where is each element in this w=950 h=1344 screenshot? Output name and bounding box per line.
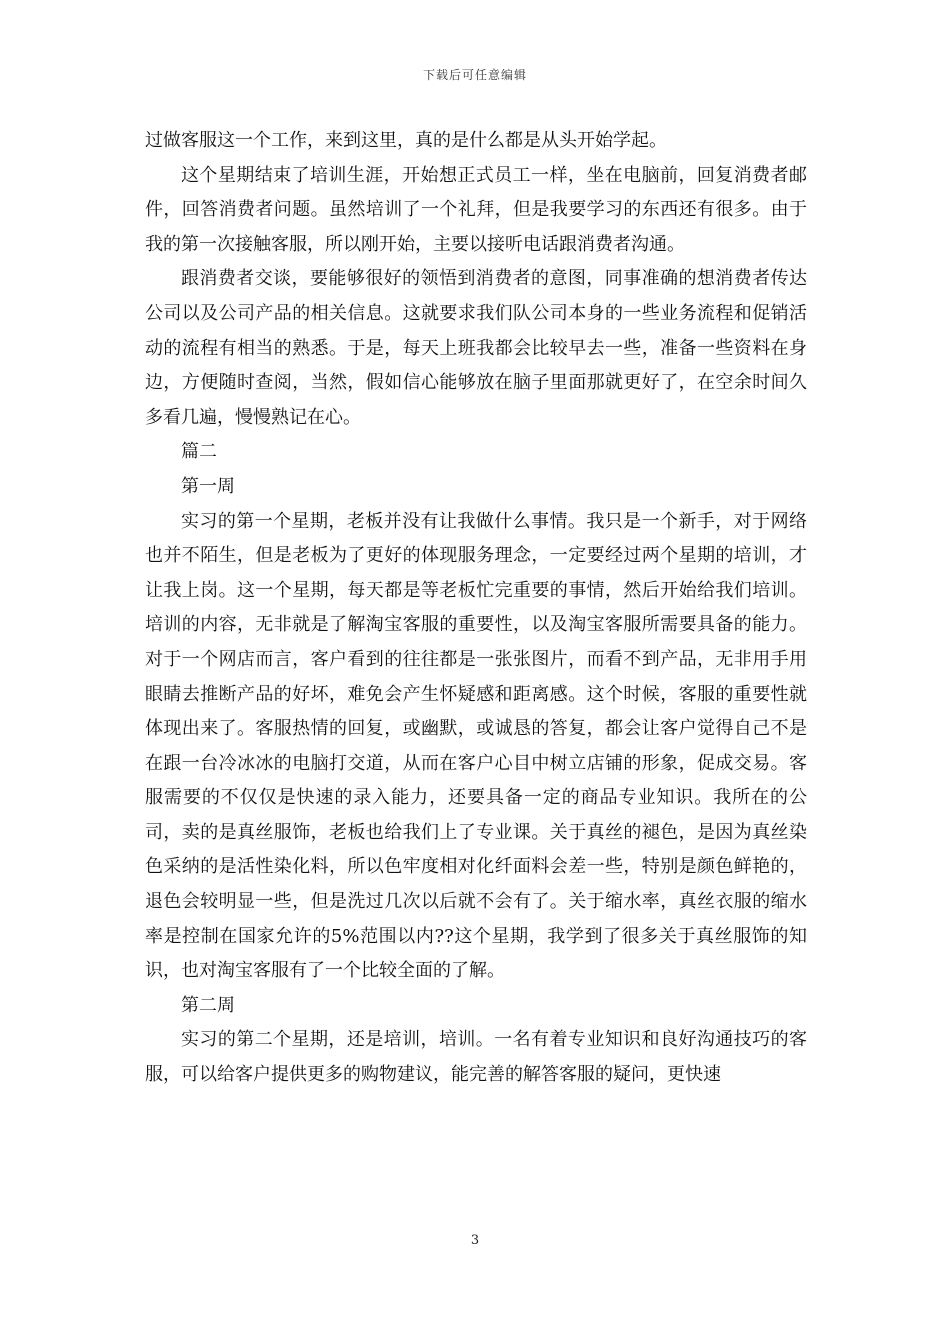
week-heading: 第一周 — [181, 475, 235, 497]
document-body — [145, 124, 807, 1093]
paragraph: 这个星期结束了培训生涯，开始想正式员工一样，坐在电脑前，回复消费者邮件，回答消费者问题。虽然培训了一个礼拜，但是我要学习的东西还有很多。由于我的第一次接触客服，所以刚开始，主要以接听电话跟消费者沟通。 — [145, 164, 807, 255]
paragraph: 跟消费者交谈，要能够很好的领悟到消费者的意图，同事准确的想消费者传达公司以及公司产品的相关信息。这就要求我们队公司本身的一些业务流程和促销活动的流程有相当的熟悉。于是，每天上班我都会比较早去一些，准备一些资料在身边，方便随时查阅，当然，假如信心能够放在脑子里面那就更好了，在空余时间久多看几遍，慢慢熟记在心。 — [145, 268, 807, 428]
page-number: 3 — [470, 1233, 480, 1248]
paragraph: 实习的第二个星期，还是培训，培训。一名有着专业知识和良好沟通技巧的客服，可以给客户提供更多的购物建议，能完善的解答客服的疑问，更快速 — [145, 1029, 807, 1086]
page-header: 下载后可任意编辑 — [422, 68, 527, 82]
week-heading: 第二周 — [181, 994, 235, 1016]
paragraph-continued: 过做客服这一个工作，来到这里，真的是什么都是从头开始学起。 — [145, 130, 667, 151]
section-heading: 篇二 — [181, 441, 217, 463]
paragraph: 实习的第一个星期，老板并没有让我做什么事情。我只是一个新手，对于网络也并不陌生，但是老板为了更好的体现服务理念，一定要经过两个星期的培训，才让我上岗。这一个星期，每天都是等老板忙完重要的事情，然后开始给我们培训。培训的内容，无非就是了解淘宝客服的重要性，以及淘宝客服所需要具备的能力。对于一个网店而言，客户看到的往往都是一张张图片，而看不到产品，无非用手用眼睛去推断产品的好坏，难免会产生怀疑感和距离感。这个时候，客服的重要性就体现出来了。客服热情的回复，或幽默，或诚恳的答复，都会让客户觉得自己不是在跟一台冷冰冰的电脑打交道，从而在客户心目中树立店铺的形象，促成交易。客服需要的不仅仅是快速的录入能力，还要具备一定的商品专业知识。我所在的公司，卖的是真丝服饰，老板也给我们上了专业课。关于真丝的褪色，是因为真丝染色采纳的是活性染化料，所以色牢度相对化纤面料会差一些，特别是颜色鲜艳的，退色会较明显一些，但是洗过几次以后就不会有了。关于缩水率，真丝衣服的缩水率是控制在国家允许的5%范围以内??这个星期，我学到了很多关于真丝服饰的知识，也对淘宝客服有了一个比较全面的了解。 — [145, 510, 807, 982]
